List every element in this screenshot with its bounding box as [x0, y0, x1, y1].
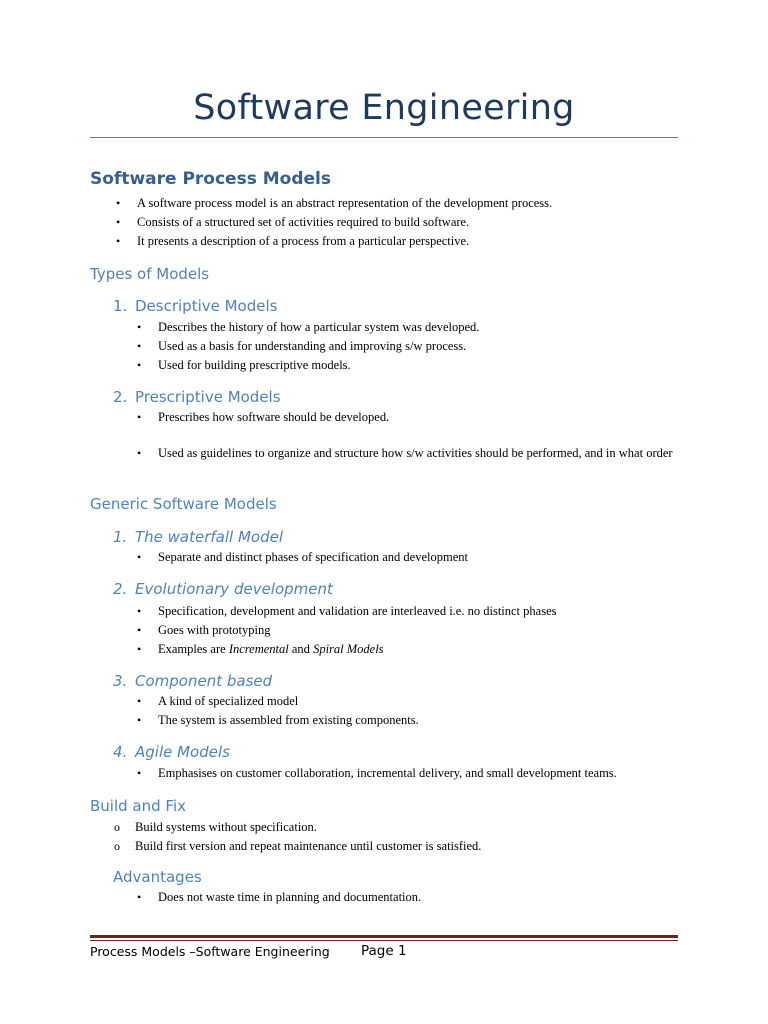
prescriptive-models-list-2	[137, 443, 677, 464]
evolutionary-list	[137, 602, 677, 659]
descriptive-models-list	[137, 318, 677, 375]
heading-prescriptive-models	[113, 388, 281, 406]
document-title: Software Engineering	[193, 88, 575, 128]
heading-label: Descriptive Models	[135, 297, 278, 315]
component-list	[137, 692, 677, 730]
heading-advantages: Advantages	[113, 868, 202, 886]
heading-number: 4.	[113, 743, 128, 761]
heading-software-process-models: Software Process Models	[90, 169, 331, 189]
examples-spiral: Spiral Models	[313, 642, 384, 656]
heading-label: The waterfall Model	[135, 528, 284, 546]
heading-number: 2.	[113, 388, 128, 406]
list-item: o Build first version and repeat maintenance until customer is satisfied.	[114, 837, 674, 856]
heading-generic-software-models: Generic Software Models	[90, 495, 277, 513]
waterfall-list	[137, 548, 677, 567]
list-item: • Describes the history of how a particular system was developed.	[137, 318, 677, 337]
list-item: • Does not waste time in planning and documentation.	[137, 888, 677, 907]
list-item: • Used as a basis for understanding and improving s/w process.	[137, 337, 677, 356]
examples-and: and	[288, 642, 314, 656]
list-item: • Consists of a structured set of activities required to build software.	[116, 213, 676, 232]
list-item: • Specification, development and validation are interleaved i.e. no distinct phases	[137, 602, 677, 621]
examples-prefix: Examples are	[158, 642, 229, 656]
list-item: • Emphasises on customer collaboration, incremental delivery, and small development teams.	[137, 764, 677, 783]
build-and-fix-list	[114, 818, 674, 856]
heading-agile-models	[113, 743, 230, 761]
list-item: • Separate and distinct phases of specification and development	[137, 548, 677, 567]
heading-build-and-fix: Build and Fix	[90, 797, 186, 815]
list-item: • A software process model is an abstract representation of the development process.	[116, 194, 676, 213]
heading-number: 3.	[113, 672, 128, 690]
list-item: • Goes with prototyping	[137, 621, 677, 640]
heading-label: Evolutionary development	[135, 580, 333, 598]
list-item: o Build systems without specification.	[114, 818, 674, 837]
heading-number: 2.	[113, 580, 128, 598]
title-underline	[90, 137, 678, 138]
prescriptive-models-list	[137, 408, 677, 427]
list-item: • Used for building prescriptive models.	[137, 356, 677, 375]
footer-rule-thin	[90, 940, 678, 941]
footer-text: Process Models –Software Engineering	[90, 944, 330, 959]
heading-label: Prescriptive Models	[135, 388, 281, 406]
footer-rule	[90, 935, 678, 938]
heading-component-based	[113, 672, 272, 690]
heading-types-of-models: Types of Models	[90, 265, 210, 283]
page-number: Page 1	[361, 943, 407, 959]
list-item: • It presents a description of a process from a particular perspective.	[116, 232, 676, 251]
heading-label: Component based	[135, 672, 273, 690]
heading-label: Agile Models	[135, 743, 230, 761]
heading-waterfall-model	[113, 528, 283, 546]
heading-number: 1.	[113, 528, 128, 546]
heading-evolutionary-development	[113, 580, 333, 598]
process-models-list	[116, 194, 676, 251]
list-item: • A kind of specialized model	[137, 692, 677, 711]
list-item: • Prescribes how software should be developed.	[137, 408, 677, 427]
advantages-list	[137, 888, 677, 907]
list-item: • The system is assembled from existing components.	[137, 711, 677, 730]
list-item: • Used as guidelines to organize and structure how s/w activities should be performed, and in what order	[137, 443, 677, 464]
heading-descriptive-models	[113, 297, 277, 315]
list-item	[137, 640, 677, 659]
examples-incremental: Incremental	[228, 642, 289, 656]
agile-list	[137, 764, 677, 783]
heading-number: 1.	[113, 297, 128, 315]
